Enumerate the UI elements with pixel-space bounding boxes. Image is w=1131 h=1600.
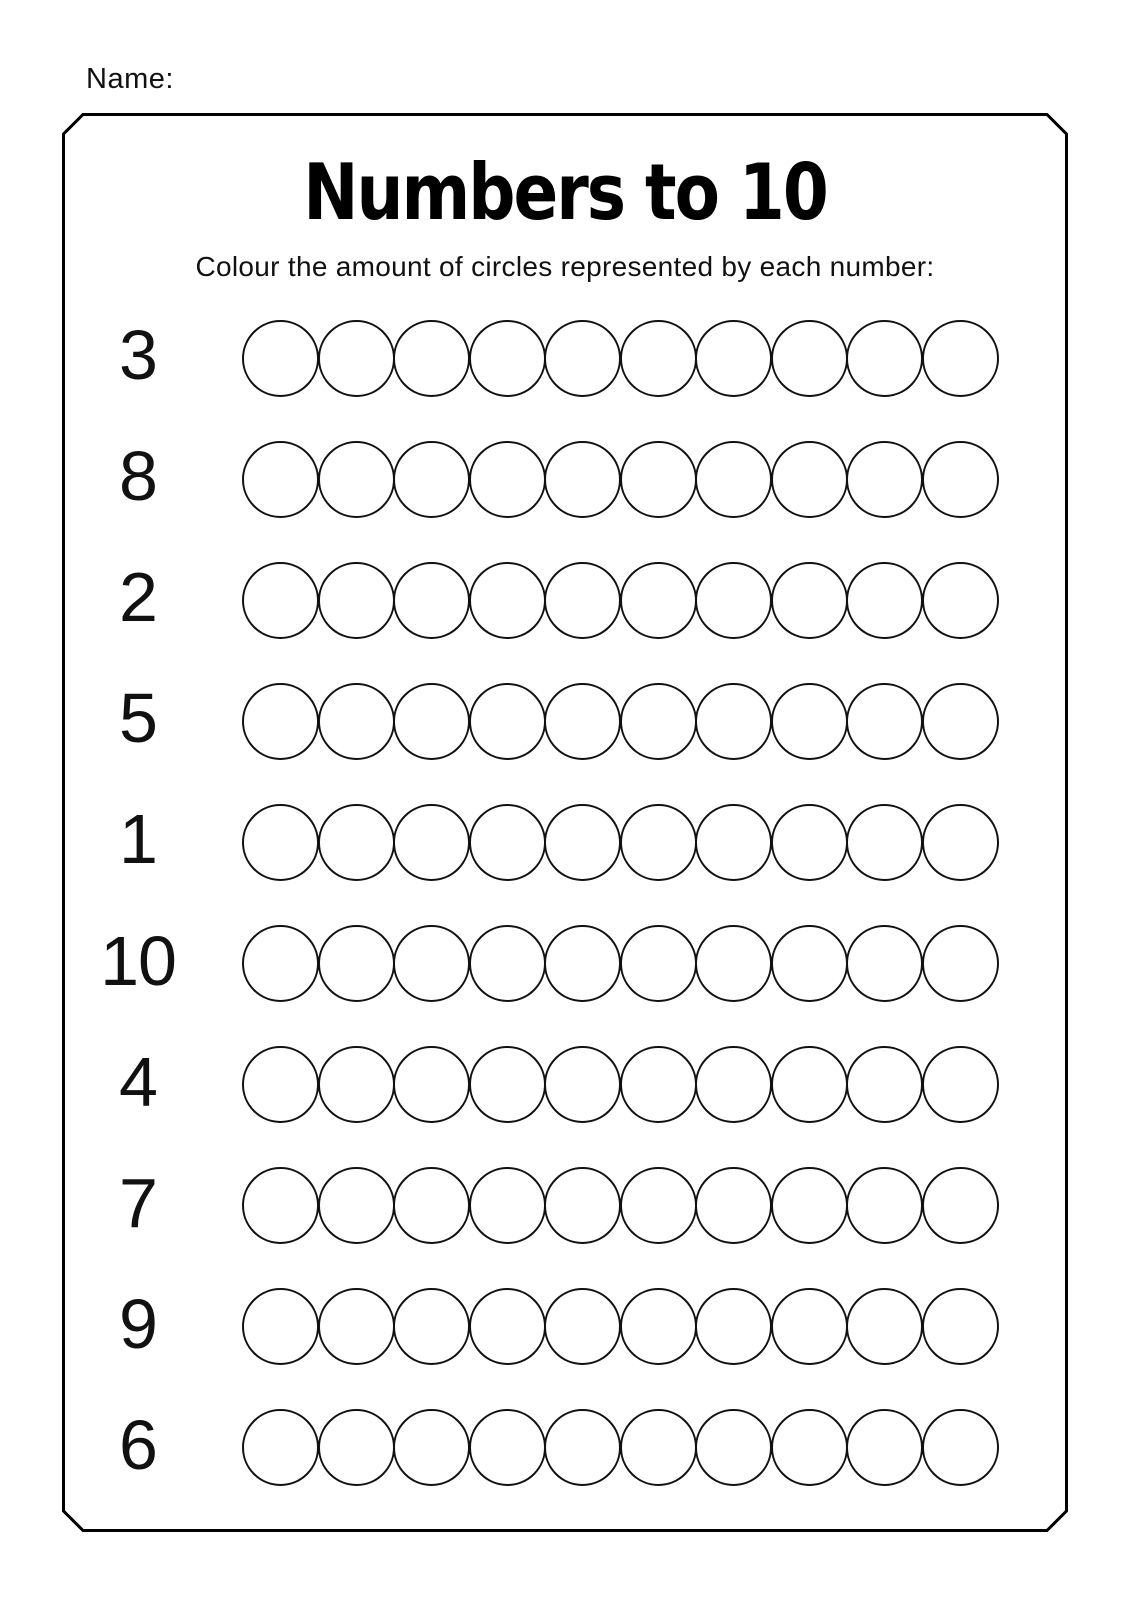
circle[interactable] [393, 1409, 470, 1486]
row-number: 5 [119, 679, 157, 758]
circle[interactable] [846, 320, 923, 397]
circle[interactable] [393, 1167, 470, 1244]
circle[interactable] [393, 1046, 470, 1123]
number-row [62, 1146, 1068, 1266]
circle[interactable] [620, 804, 697, 881]
circle[interactable] [922, 1046, 999, 1123]
number-row [62, 1388, 1068, 1508]
circle[interactable] [544, 320, 621, 397]
circle[interactable] [846, 562, 923, 639]
circle[interactable] [469, 441, 546, 518]
circle-group [242, 1288, 997, 1365]
circle[interactable] [695, 441, 772, 518]
circle[interactable] [318, 562, 395, 639]
circle-group [242, 683, 997, 760]
row-number: 7 [119, 1163, 157, 1242]
circle[interactable] [620, 925, 697, 1002]
circle[interactable] [771, 683, 848, 760]
circle[interactable] [846, 1046, 923, 1123]
circle[interactable] [846, 441, 923, 518]
circle[interactable] [318, 683, 395, 760]
circle[interactable] [620, 1409, 697, 1486]
circle[interactable] [469, 683, 546, 760]
circle-group [242, 441, 997, 518]
circle[interactable] [242, 925, 319, 1002]
circle[interactable] [544, 1409, 621, 1486]
circle[interactable] [393, 441, 470, 518]
row-number: 8 [119, 437, 157, 516]
circle[interactable] [242, 1167, 319, 1244]
row-number: 3 [119, 316, 157, 394]
circle[interactable] [695, 683, 772, 760]
circle[interactable] [771, 1288, 848, 1365]
circle[interactable] [393, 925, 470, 1002]
circle[interactable] [393, 562, 470, 639]
circle[interactable] [544, 1167, 621, 1244]
circle[interactable] [318, 1167, 395, 1244]
circle[interactable] [242, 1288, 319, 1365]
circle[interactable] [846, 683, 923, 760]
circle[interactable] [620, 1167, 697, 1244]
circle[interactable] [922, 683, 999, 760]
row-number: 2 [119, 558, 157, 637]
circle[interactable] [846, 1409, 923, 1486]
worksheet-frame [62, 113, 1068, 1532]
circle[interactable] [922, 1409, 999, 1486]
circle-group [242, 1046, 997, 1123]
worksheet-instruction: Colour the amount of circles represented by each number: [195, 251, 935, 282]
circle[interactable] [695, 1409, 772, 1486]
circle-group [242, 320, 997, 397]
circle[interactable] [242, 320, 319, 397]
circle[interactable] [469, 1288, 546, 1365]
circle[interactable] [922, 1167, 999, 1244]
circle[interactable] [695, 562, 772, 639]
number-row [62, 419, 1068, 539]
circle[interactable] [620, 1046, 697, 1123]
number-row [62, 1267, 1068, 1387]
circle[interactable] [393, 320, 470, 397]
circle[interactable] [922, 804, 999, 881]
number-row [62, 540, 1068, 660]
circle-group [242, 804, 997, 881]
circle[interactable] [242, 562, 319, 639]
number-row [62, 904, 1068, 1024]
circle[interactable] [242, 683, 319, 760]
circle[interactable] [544, 562, 621, 639]
circle[interactable] [620, 1288, 697, 1365]
circle[interactable] [318, 1046, 395, 1123]
circle[interactable] [922, 1288, 999, 1365]
circle[interactable] [393, 804, 470, 881]
circle[interactable] [695, 1046, 772, 1123]
circle[interactable] [544, 683, 621, 760]
circle[interactable] [469, 1167, 546, 1244]
circle[interactable] [771, 1409, 848, 1486]
circle[interactable] [695, 1167, 772, 1244]
circle[interactable] [242, 1046, 319, 1123]
circle[interactable] [469, 1046, 546, 1123]
circle[interactable] [242, 441, 319, 518]
circle[interactable] [620, 562, 697, 639]
circle[interactable] [469, 925, 546, 1002]
circle[interactable] [771, 562, 848, 639]
circle[interactable] [620, 683, 697, 760]
circle[interactable] [771, 441, 848, 518]
circle[interactable] [922, 441, 999, 518]
circle[interactable] [318, 1409, 395, 1486]
row-number: 9 [119, 1284, 157, 1363]
rows-container [62, 113, 1068, 1532]
circle[interactable] [695, 1288, 772, 1365]
circle[interactable] [469, 320, 546, 397]
circle[interactable] [469, 1409, 546, 1486]
circle[interactable] [771, 804, 848, 881]
row-number: 6 [119, 1405, 157, 1484]
circle[interactable] [695, 804, 772, 881]
circle[interactable] [544, 1288, 621, 1365]
circle[interactable] [771, 1046, 848, 1123]
circle[interactable] [695, 320, 772, 397]
circle[interactable] [318, 804, 395, 881]
circle[interactable] [318, 441, 395, 518]
circle[interactable] [922, 320, 999, 397]
row-number: 10 [100, 921, 176, 1000]
circle[interactable] [695, 925, 772, 1002]
circle[interactable] [620, 320, 697, 397]
row-number: 4 [119, 1042, 157, 1121]
circle[interactable] [922, 562, 999, 639]
circle[interactable] [242, 1409, 319, 1486]
circle[interactable] [469, 804, 546, 881]
circle[interactable] [544, 441, 621, 518]
circle[interactable] [544, 1046, 621, 1123]
circle[interactable] [318, 320, 395, 397]
circle[interactable] [544, 804, 621, 881]
number-row [62, 1025, 1068, 1145]
circle-group [242, 925, 997, 1002]
circle[interactable] [318, 1288, 395, 1365]
worksheet-title: Numbers to 10 [303, 147, 827, 238]
circle[interactable] [393, 1288, 470, 1365]
circle[interactable] [846, 804, 923, 881]
circle-group [242, 1167, 997, 1244]
name-label: Name: [86, 63, 174, 95]
circle[interactable] [846, 925, 923, 1002]
circle[interactable] [771, 1167, 848, 1244]
circle[interactable] [393, 683, 470, 760]
circle[interactable] [469, 562, 546, 639]
number-row [62, 298, 1068, 418]
circle[interactable] [544, 925, 621, 1002]
circle-group [242, 562, 997, 639]
circle-group [242, 1409, 997, 1486]
circle[interactable] [620, 441, 697, 518]
circle[interactable] [771, 925, 848, 1002]
row-number: 1 [119, 800, 157, 879]
circle[interactable] [922, 925, 999, 1002]
circle[interactable] [318, 925, 395, 1002]
circle[interactable] [771, 320, 848, 397]
circle[interactable] [242, 804, 319, 881]
circle[interactable] [846, 1288, 923, 1365]
number-row [62, 661, 1068, 781]
circle[interactable] [846, 1167, 923, 1244]
number-row [62, 782, 1068, 902]
